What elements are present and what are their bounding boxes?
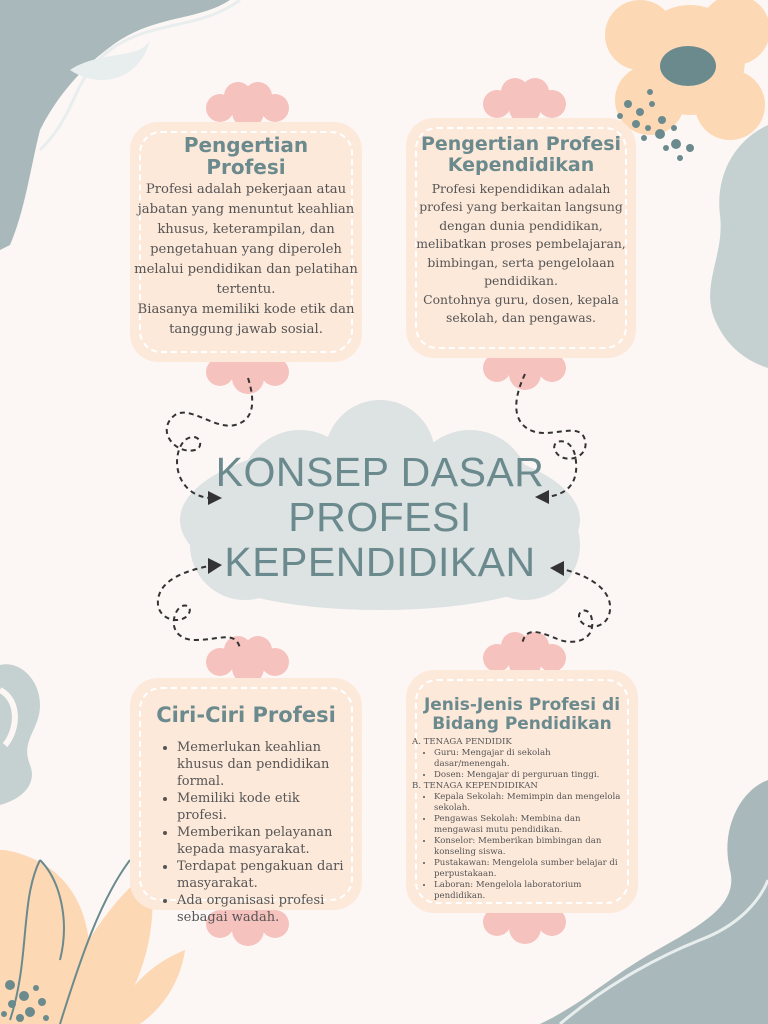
card-1-paragraph-1: Profesi adalah pekerjaan atau jabatan yang menuntut keahlian khusus, keterampilan, dan pengetahuan yang diperoleh melalui pendidikan dan pelatihan tertentu. <box>134 182 358 297</box>
card-2-paragraph-1: Profesi kependidikan adalah profesi yang berkaitan langsung dengan dunia pendidikan, melibatkan proses pembelajaran, bimbingan, serta pengelolaan pendidikan. <box>416 180 626 289</box>
flower-center <box>660 46 716 86</box>
card-2-title-line1: Pengertian Profesi <box>420 133 622 155</box>
list-item: • Memiliki kode etik profesi. <box>177 790 344 824</box>
pink-flower-5 <box>206 636 289 684</box>
list-item: • Dosen: Mengajar di perguruan tinggi. <box>434 770 624 781</box>
group-a-list <box>420 748 624 781</box>
list-item: • Laboran: Mengelola laboratorium pendidikan. <box>434 880 624 902</box>
card-2-body <box>412 180 630 328</box>
card-ciri-ciri-profesi <box>130 678 362 926</box>
card-pengertian-profesi <box>130 122 362 362</box>
left-mid-blob <box>0 664 40 805</box>
group-heading-tenaga-kependidikan: B. TENAGA KEPENDIDIKAN <box>412 781 538 792</box>
group-heading-tenaga-pendidik: A. TENAGA PENDIDIK <box>412 737 512 748</box>
main-title-line3: KEPENDIDIKAN <box>224 539 536 585</box>
card-pengertian-profesi-kependidikan <box>406 118 636 358</box>
list-item: • Konselor: Memberikan bimbingan dan konseling siswa. <box>434 836 624 858</box>
card-1-title-line2: Profesi <box>206 155 286 179</box>
card-1-title-line1: Pengertian <box>183 133 309 157</box>
card-4-title-line2: Bidang Pendidikan <box>432 713 612 734</box>
card-2-title-line2: Kependidikan <box>447 153 595 176</box>
list-item: • Memerlukan keahlian khusus dan pendidikan formal. <box>177 739 344 790</box>
card-3-title: Ciri-Ciri Profesi <box>156 703 336 727</box>
list-item: • Memberikan pelayanan kepada masyarakat. <box>177 824 344 858</box>
card-2-title <box>420 134 622 176</box>
card-4-title <box>420 696 624 733</box>
card-4-body <box>412 737 624 902</box>
group-b-list <box>420 792 624 902</box>
list-item: • Ada organisasi profesi sebagai wadah. <box>177 892 344 926</box>
card-1-body <box>134 180 358 340</box>
main-title-line1: KONSEP DASAR <box>215 449 545 495</box>
main-title <box>170 450 590 585</box>
list-item: • Kepala Sekolah: Memimpin dan mengelola sekolah. <box>434 792 624 814</box>
list-item: • Guru: Mengajar di sekolah dasar/menengah. <box>434 748 624 770</box>
card-jenis-jenis-profesi <box>406 670 638 913</box>
card-2-paragraph-2: Contohnya guru, dosen, kepala sekolah, dan pengawas. <box>423 291 619 326</box>
card-1-title <box>144 134 348 178</box>
list-item: • Pustakawan: Mengelola sumber belajar di perpustakaan. <box>434 858 624 880</box>
right-blob <box>710 125 768 368</box>
list-item: • Pengawas Sekolah: Membina dan mengawasi mutu pendidikan. <box>434 814 624 836</box>
card-4-title-line1: Jenis-Jenis Profesi di <box>423 695 621 715</box>
list-item: • Terdapat pengakuan dari masyarakat. <box>177 858 344 892</box>
main-title-line2: PROFESI <box>288 494 472 540</box>
card-1-paragraph-2: Biasanya memiliki kode etik dan tanggung jawab sosial. <box>137 302 355 337</box>
card-3-list <box>144 739 348 926</box>
